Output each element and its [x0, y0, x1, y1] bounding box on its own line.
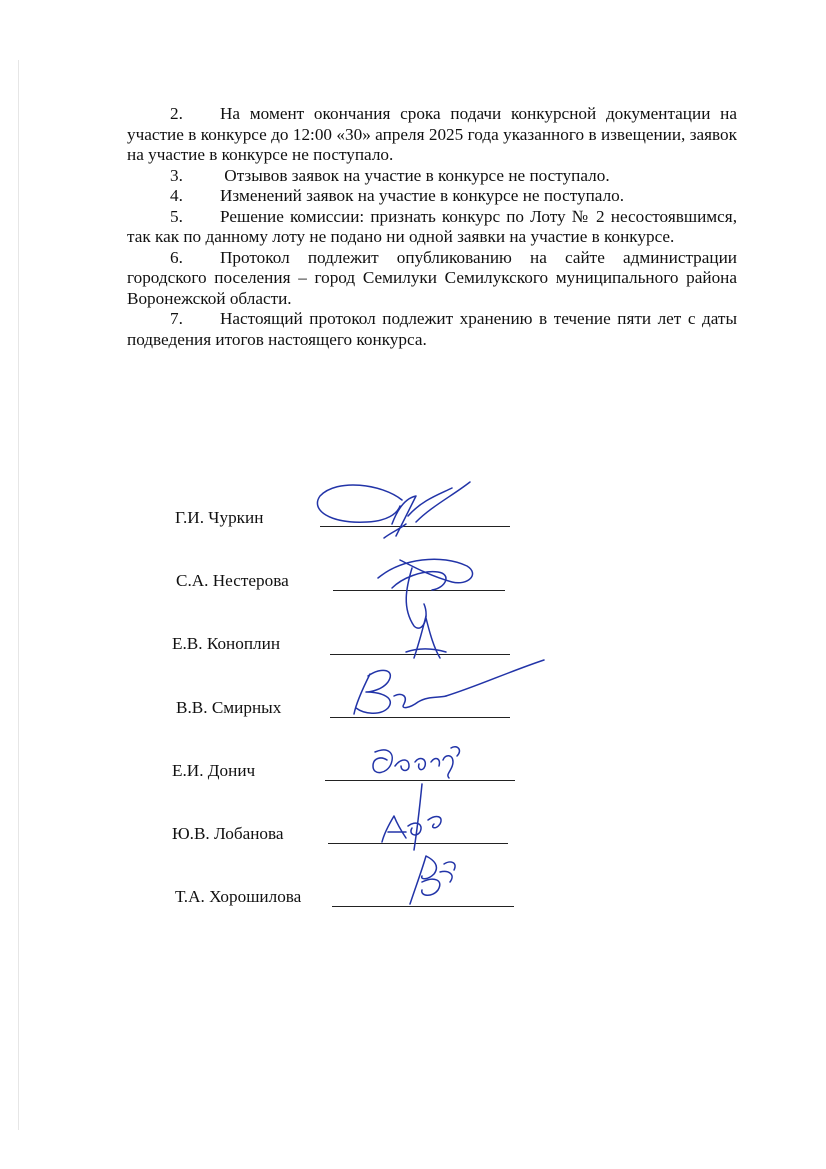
signatory-name: Ю.В. Лобанова: [172, 824, 284, 843]
paragraph-text: Решение комиссии: признать конкурс по Лоту № 2 несостоявшимся, так как по данному лоту не подано ни одной заявки на участие в конкурсе.: [127, 206, 737, 246]
paragraph-text: Настоящий протокол подлежит хранению в течение пяти лет с даты подведения итогов настоящего конкурса.: [127, 309, 737, 349]
paragraph-number: 6.: [170, 247, 183, 267]
paragraph-number: 5.: [170, 206, 183, 226]
paragraph-3: [127, 166, 737, 187]
paragraph-6: [127, 248, 737, 310]
signatory-name: Е.И. Донич: [172, 761, 256, 780]
paragraph-text: На момент окончания срока подачи конкурсной документации на участие в конкурсе до 12:00 «30» апреля 2025 года указанного в извещении, заявок на участие в конкурсе не поступало.: [127, 104, 737, 164]
paragraph-number: 2.: [170, 104, 183, 123]
paragraph-text: Отзывов заявок на участие в конкурсе не поступало.: [220, 165, 610, 185]
handwritten-signature: [312, 478, 477, 548]
protocol-text: [127, 104, 737, 350]
paragraph-4: [127, 186, 737, 207]
handwritten-signature: [400, 612, 460, 662]
signatory-name: В.В. Смирных: [176, 698, 282, 717]
paragraph-number: 3.: [170, 165, 183, 185]
paragraph-text: Изменений заявок на участие в конкурсе не поступало.: [220, 186, 625, 205]
paragraph-text: Протокол подлежит опубликованию на сайте администрации городского поселения – город Семилуки Семилукского муниципального района Воронежской области.: [127, 247, 737, 308]
handwritten-signature: [378, 780, 468, 860]
scan-edge-line: [18, 60, 19, 1130]
paragraph-2: [127, 104, 737, 166]
paragraph-number: 4.: [170, 186, 183, 205]
signatory-name: Е.В. Коноплин: [172, 634, 281, 653]
paragraph-number: 7.: [170, 309, 183, 328]
paragraph-7: [127, 309, 737, 350]
signatory-name: С.А. Нестерова: [176, 571, 289, 590]
handwritten-signature: [400, 852, 470, 910]
paragraph-5: [127, 207, 737, 248]
handwritten-signature: [348, 656, 548, 720]
signatory-name: Г.И. Чуркин: [175, 508, 264, 527]
signatory-name: Т.А. Хорошилова: [175, 887, 302, 906]
